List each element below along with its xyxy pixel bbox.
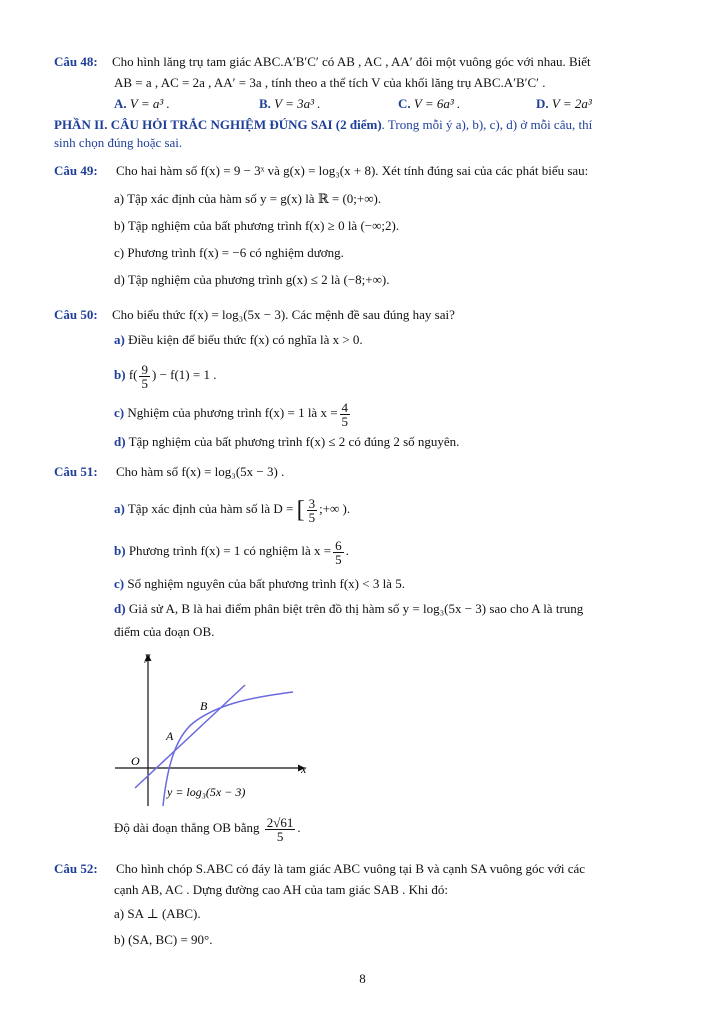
q51-ob-length: Độ dài đoạn thẳng OB bằng $\frac{2√61}{5}$ . (114, 814, 301, 844)
log-function-graph (115, 648, 315, 808)
q51-intro: Cho hàm số f(x) = log₃(5x − 3) . (116, 464, 285, 479)
q49-item-c: c) Phương trình f(x) = −6 có nghiệm dương. (114, 245, 344, 260)
fraction (265, 816, 296, 843)
choice-text: V = 2a³ (551, 96, 592, 111)
item-text: Giả sử A, B là hai điểm phân biệt trên đồ thị hàm số y = log₃(5x − 3) sao cho A là trung (128, 601, 584, 616)
item-label: d) (114, 601, 126, 616)
item-text-pre: Phương trình f(x) = 1 có nghiệm là x = (128, 543, 332, 558)
numerator: 9 (141, 361, 148, 377)
choice-text: V = 3a³ . (274, 96, 321, 111)
q49-intro: Cho hai hàm số f(x) = 9 − 3ˣ và g(x) = log₃(x + 8). Xét tính đúng sai của các phát biểu sau: (116, 163, 589, 178)
item-label: a) (114, 501, 125, 516)
item-label: c) (114, 405, 125, 420)
item-label: b) (114, 367, 126, 382)
function-label: y = log₃(5x − 3) (167, 785, 246, 799)
q51-item-d-cont: điểm của đoạn OB. (114, 624, 215, 639)
origin-label: O (131, 754, 140, 768)
q48-choice-c (398, 96, 460, 112)
part2-heading: PHẦN II. CÂU HỎI TRẮC NGHIỆM ĐÚNG SAI (2 điểm) (54, 117, 382, 132)
item-label: c) (114, 576, 125, 591)
line-ob (135, 685, 245, 788)
item-text-pre: Độ dài đoạn thẳng OB bằng (114, 820, 260, 835)
choice-text: V = 6a³ . (413, 96, 461, 111)
item-text-pre: Tập xác định của hàm số là D = (127, 501, 294, 516)
part2-heading-line1 (54, 117, 592, 133)
fraction (340, 401, 351, 428)
fraction (139, 363, 150, 390)
fraction (333, 539, 344, 566)
q50-number: Câu 50: (54, 307, 98, 322)
bracket: [ (296, 497, 305, 524)
item-label: b) (114, 543, 126, 558)
q50-item-d (114, 434, 459, 450)
q51-item-b: b) Phương trình f(x) = 1 có nghiệm là x = $\frac{6}{5}$ . (114, 537, 349, 567)
page-number: 8 (359, 971, 366, 986)
y-axis-label: y (145, 649, 151, 663)
item-label: a) (114, 332, 125, 347)
denominator: 5 (141, 375, 148, 391)
q49-number: Câu 49: (54, 163, 98, 178)
item-text-pre: f( (128, 367, 138, 382)
numerator: 6 (335, 537, 342, 553)
q51-item-d (114, 601, 583, 617)
part2-instructions: . Trong mỗi ý a), b), c), d) ở mỗi câu, thí (381, 117, 593, 132)
q49-item-b: b) Tập nghiệm của bất phương trình f(x) ≥ 0 là (−∞;2). (114, 218, 400, 233)
q52-item-b: b) (SA, BC) = 90°. (114, 932, 213, 947)
q51-number: Câu 51: (54, 464, 98, 479)
q48-choice-b (259, 96, 321, 112)
denominator: 5 (335, 551, 342, 567)
q52-number: Câu 52: (54, 861, 98, 876)
q50-item-b (114, 355, 216, 395)
choice-label: D. (536, 96, 549, 111)
q48-choice-a (114, 96, 170, 112)
item-text-pre: Nghiệm của phương trình f(x) = 1 là x = (127, 405, 338, 420)
choice-label: A. (114, 96, 127, 111)
q52-line1: Cho hình chóp S.ABC có đáy là tam giác ABC vuông tại B và cạnh SA vuông góc với các (116, 861, 586, 876)
x-axis-label: x (301, 762, 307, 776)
point-b-label: B (200, 699, 208, 713)
denominator: 5 (341, 413, 349, 429)
q48-line2: AB = a , AC = 2a , AA′ = 3a , tính theo a thể tích V của khối lăng trụ ABC.A′B′C′ . (114, 75, 546, 90)
item-text-post: ) − f(1) = 1 . (151, 367, 217, 382)
q52-line2: cạnh AB, AC . Dựng đường cao AH của tam giác SAB . Khi đó: (114, 882, 449, 897)
q51-item-c (114, 576, 405, 592)
choice-label: B. (259, 96, 271, 111)
numerator: 4 (341, 399, 349, 415)
denominator: 5 (276, 828, 284, 844)
q50-item-c (114, 393, 352, 433)
item-text: Số nghiệm nguyên của bất phương trình f(x) < 3 là 5. (127, 576, 405, 591)
q52-item-a: a) SA ⊥ (ABC). (114, 906, 201, 921)
choice-text: V = a³ . (129, 96, 170, 111)
item-label: d) (114, 434, 126, 449)
q48-number: Câu 48: (54, 54, 98, 69)
q48-choice-d (536, 96, 592, 112)
part2-heading-line2: sinh chọn đúng hoặc sai. (54, 135, 183, 150)
q50-intro: Cho biểu thức f(x) = log₃(5x − 3). Các mệnh đề sau đúng hay sai? (112, 307, 455, 322)
numerator: 2√61 (266, 814, 294, 830)
point-a-label: A (166, 729, 174, 743)
q49-item-a: a) Tập xác định của hàm số y = g(x) là ℝ = (0;+∞). (114, 191, 382, 206)
denominator: 5 (308, 509, 316, 525)
item-text: Điều kiện để biểu thức f(x) có nghĩa là x > 0. (128, 332, 363, 347)
q49-item-d: d) Tập nghiệm của phương trình g(x) ≤ 2 là (−8;+∞). (114, 272, 390, 287)
numerator: 3 (308, 495, 316, 511)
q48-line1: Cho hình lăng trụ tam giác ABC.A′B′C′ có AB , AC , AA′ đôi một vuông góc với nhau. Biết (112, 54, 591, 69)
q51-item-a (114, 489, 350, 529)
fraction (307, 497, 318, 524)
choice-label: C. (398, 96, 411, 111)
q50-item-a (114, 332, 363, 348)
item-text: Tập nghiệm của bất phương trình f(x) ≤ 2 có đúng 2 số nguyên. (128, 434, 460, 449)
item-text-post: ;+∞ ). (319, 501, 351, 516)
